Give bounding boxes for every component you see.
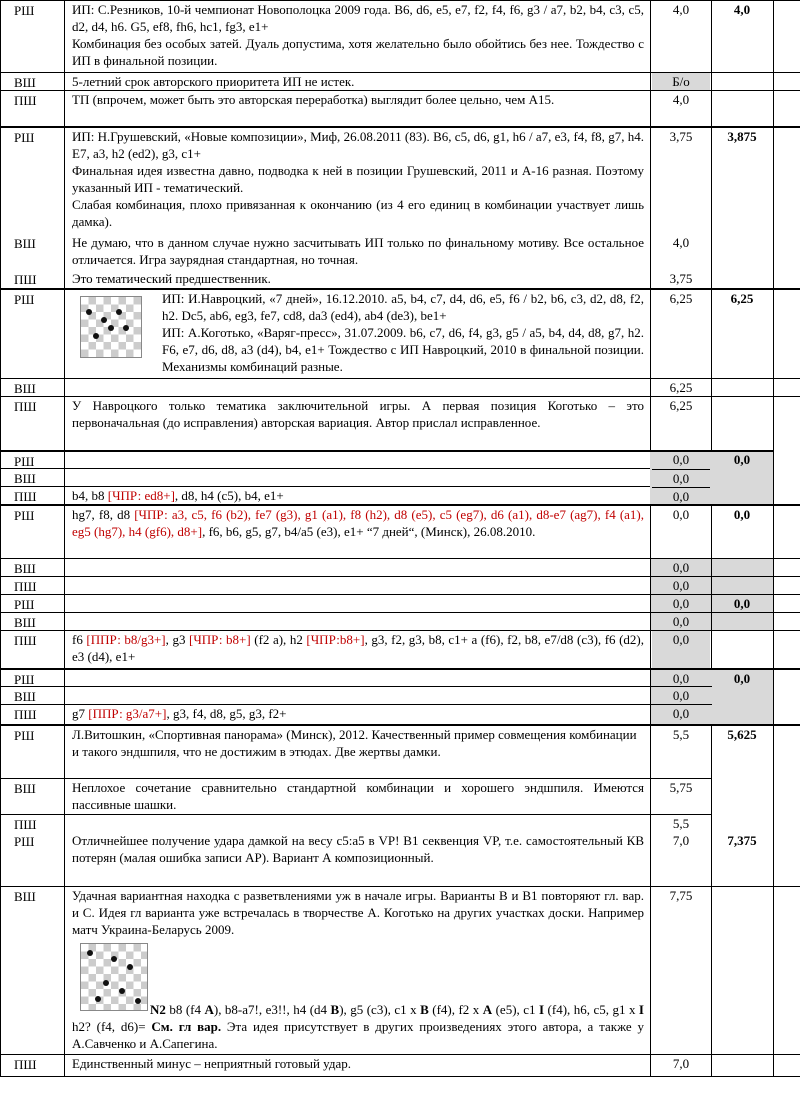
table-row: ВШ 5-летний срок авторского приоритета ИП не истек. Б/о xyxy=(0,72,800,90)
row-text: ИП: С.Резников, 10-й чемпионат Новополоцка 2009 года. В6, d6, e5, e7, f2, f4, f6, g3 / a7, b2, b4, c3, c5, d2, d4, h6. G5, ef8, fh6, hc1, fg3, e1+ Комбинация без особых затей. Дуаль допустима, хотя желательно было обойтись без нее. Тождество с ИП в финальной позиции. xyxy=(72,2,644,68)
table-row: ПШ 0,0 xyxy=(0,576,800,594)
table-row: ВШ 6,25 xyxy=(0,378,800,396)
table-row xyxy=(0,0,800,72)
table-row: ВШ 0,0 xyxy=(0,558,800,576)
table-row: ПШ Единственный минус – неприятный готовый удар. 7,0 xyxy=(0,1054,800,1077)
checkers-diagram xyxy=(80,296,142,358)
table-row: РШ Отличнейшее получение удара дамкой на весу c5:a5 в VP! В1 секвенция VP, т.е. самостоятельный КВ потерян (малая ошибка записи АР). Вариант А композиционный. 7,0 7,375 xyxy=(14,833,757,865)
table-row: РШ 0,0 0,0 xyxy=(0,594,800,612)
table-row: ВШ 0,0 xyxy=(0,686,712,704)
table-row: РШ hg7, f8, d8 [ЧПР: a3, c5, f6 (b2), fe7 (g3), g1 (a1), f8 (h2), d8 (e5), c5 (eg7), d6 (a1), d8-e7 (ag7), f4 (a1), eg5 (hg7), h4 (gf6), d8+], f6, b6, g5, g7, b4/a5 (e3), e1+ “7 дней“, (Минск), 26.08.2010. 0,0 0,0 xyxy=(0,504,800,558)
table-row: РШ 0,0 0,0 xyxy=(0,668,800,686)
table-row: ПШ f6 [ППР: b8/g3+], g3 [ЧПР: b8+] (f2 a), h2 [ЧПР:b8+], g3, f2, g3, b8, c1+ a (f6), f2, b8, e7/d8 (c3), f6 (d2), e3 (d4), e1+ 0,0 xyxy=(0,630,800,668)
total-score: 4,0 xyxy=(733,2,751,17)
table-row: ВШ Не думаю, что в данном случае нужно засчитывать ИП только по финальному мотиву. Все остальное отличается. Игра заурядная стандартная, но точная. 4,0 xyxy=(14,235,690,267)
row-label: РШ xyxy=(14,3,35,18)
table-row: РШ ИП: И.Навроцкий, «7 дней», 16.12.2010. a5, b4, c7, d4, d6, e5, f6 / b2, b6, c3, d2, d8, f2, h2. Dc5, ab6, eg3, fe7, cd8, da3 (ed4), ab4 (de3), be1+ ИП: А.Коготько, «Варяг-пресс», 31.07.2009. b6, c7, d6, f4, g3, g5 / a5, b4, d4, d8, g7, h2. F6, e7, d6, d8, a3 (d4), b4, e1+ Тождество с ИП Навроцкий, 2010 в финальной позиции. Механизмы комбинаций разные. 6,25 6,25 xyxy=(0,288,800,378)
table-row: РШ Л.Витошкин, «Спортивная панорама» (Минск), 2012. Качественный пример совмещения комбинации и такого эндшпиля, что не достижим в этюдах. Две жертвы дамки. 5,5 5,625 xyxy=(0,724,800,778)
table-row: ВШ 0,0 xyxy=(0,612,800,630)
table-row: ПШ b4, b8 [ЧПР: ed8+], d8, h4 (c5), b4, e1+ xyxy=(0,486,650,504)
score: 4,0 xyxy=(672,2,690,17)
table-row: ВШ Неплохое сочетание сравнительно стандартной комбинации и хорошего эндшпиля. Имеются пассивные шашки. 5,75 xyxy=(0,778,712,814)
table-row: РШ ИП: Н.Грушевский, «Новые композиции», Миф, 26.08.2011 (83). В6, c5, d6, g1, h6 / a7, e3, f4, f8, g7, h4. E7, a3, h2 (ed2), g3, c1+ Финальная идея известна давно, подводка к ней в позиции Грушевский, 2011 и А-16 разная. Поэтому указанный ИП - тематический. Слабая комбинация, плохо привязанная к окончанию (из 4 его единиц в комбинации участвует лишь дамка). 3,75 3,875 xyxy=(0,126,800,234)
table-row: ВШ xyxy=(0,468,650,486)
table-row: ВШ Удачная вариантная находка с разветвлениями уж в начале игры. Варианты В и В1 повторяют гл. вар. и С. Идея гл варианта уже встречалась в творчестве А. Коготько на других участках доски. Например матч Украина-Беларусь 2009. 7,75 N2 b8 (f4 A), b8-a7!, e3!!, h4 (d4 B), g5 (c3), c1 x B (f4), f2 x A (e5), c1 I (f4), h6, c5, g1 x I h2? (f4, d6)= См. гл вар. Эта идея присутствует в других произведениях этого автора, а также у А.Савченко и А.Сапегина. xyxy=(0,886,800,1054)
score: Б/о xyxy=(652,73,710,90)
table-row: ПШ Это тематический предшественник. 3,75 xyxy=(14,271,693,287)
table-row: РШ xyxy=(0,450,650,468)
table-row: ПШ g7 [ППР: g3/a7+], g3, f4, d8, g5, g3, f2+ 0,0 xyxy=(0,704,712,724)
table-row: ПШ 5,5 xyxy=(0,814,712,832)
table-row: ПШ У Навроцкого только тематика заключительной игры. А первая позиция Коготько – это первоначальная (до исправления) авторская вариация. Автор прислал исправленное. 6,25 xyxy=(0,396,800,450)
table-row: ПШ ТП (впрочем, может быть это авторская переработка) выглядит более цельно, чем А15. 4,0 xyxy=(0,90,800,126)
